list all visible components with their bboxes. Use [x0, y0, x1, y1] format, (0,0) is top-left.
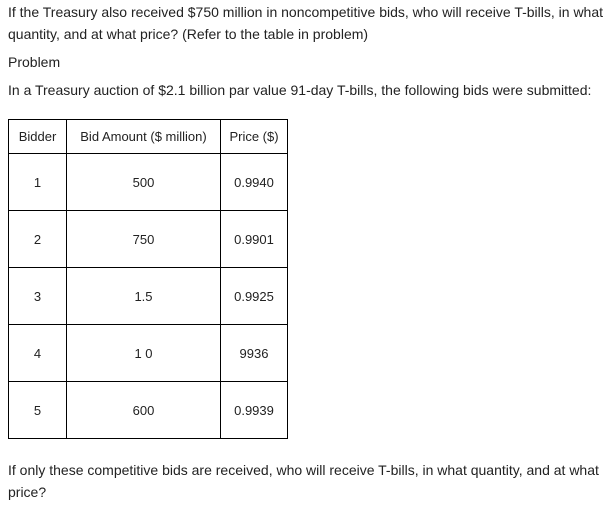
column-header-price: Price ($)	[221, 120, 288, 154]
cell-bidder: 1	[9, 154, 67, 211]
bids-table	[8, 119, 288, 439]
table-row	[9, 154, 288, 211]
cell-bidder: 3	[9, 268, 67, 325]
cell-bid-amount: 750	[67, 211, 221, 268]
cell-price: 0.9940	[221, 154, 288, 211]
cell-price: 9936	[221, 325, 288, 382]
cell-bid-amount: 1.5	[67, 268, 221, 325]
follow-up-question: If only these competitive bids are received, who will receive T-bills, in what quantity, and at what price?	[8, 462, 599, 500]
problem-statement: In a Treasury auction of $2.1 billion par value 91-day T-bills, the following bids were submitted:	[8, 82, 592, 98]
cell-bid-amount: 600	[67, 382, 221, 439]
table-header-row	[9, 120, 288, 154]
table-row	[9, 268, 288, 325]
cell-bid-amount: 500	[67, 154, 221, 211]
cell-bidder: 5	[9, 382, 67, 439]
cell-price: 0.9901	[221, 211, 288, 268]
table-row	[9, 211, 288, 268]
cell-bid-amount: 1 0	[67, 325, 221, 382]
cell-price: 0.9939	[221, 382, 288, 439]
table-row	[9, 325, 288, 382]
cell-price: 0.9925	[221, 268, 288, 325]
column-header-bid-amount: Bid Amount ($ million)	[67, 120, 221, 154]
cell-bidder: 2	[9, 211, 67, 268]
problem-heading: Problem	[8, 54, 61, 70]
cell-bidder: 4	[9, 325, 67, 382]
question-text: If the Treasury also received $750 million in noncompetitive bids, who will receive T-bills, in what quantity, and at what price? (Refer to the table in problem)	[8, 4, 604, 42]
table-row	[9, 382, 288, 439]
column-header-bidder: Bidder	[9, 120, 67, 154]
